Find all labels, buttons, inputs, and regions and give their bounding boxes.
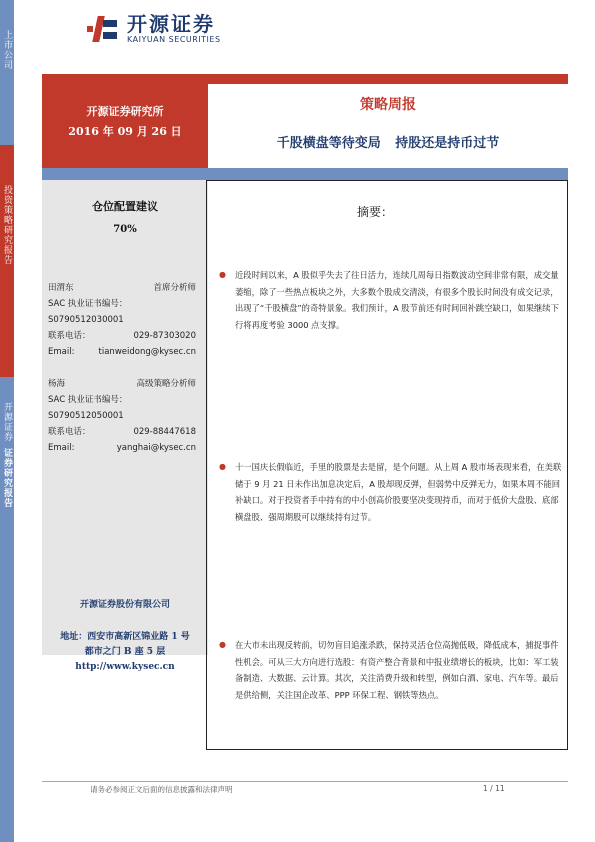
analyst-sac-number: S0790512050001 — [48, 411, 124, 421]
report-type: 策略周报 — [360, 97, 416, 113]
header-institute-block — [42, 84, 208, 168]
footer-page-number: 1 / 11 — [483, 784, 505, 793]
allocation-value: 70% — [113, 224, 137, 235]
logo-mark-icon — [87, 12, 121, 46]
bullet-dot-icon: ● — [219, 640, 226, 649]
summary-bullet — [219, 637, 564, 703]
report-subtitle: 千股横盘等待变局 持股还是持币过节 — [276, 136, 500, 151]
header-rule-blue — [42, 168, 568, 180]
logo-en-text: KAIYUAN SECURITIES — [127, 35, 221, 44]
analyst-role: 首席分析师 — [153, 283, 196, 293]
info-panel — [42, 180, 208, 672]
side-tab-label: 上市公司 — [2, 30, 12, 70]
analyst-email-label: Email: — [48, 443, 75, 453]
summary-bullet — [219, 267, 564, 333]
company-logo — [87, 12, 221, 46]
side-tab-label: 证券研究报告 — [2, 448, 12, 508]
analyst-name: 田渭东 — [48, 283, 74, 293]
summary-title: 摘要： — [357, 205, 394, 219]
header-rule-red — [42, 74, 568, 84]
side-tab-strategy-report — [0, 145, 14, 377]
analyst-phone-label: 联系电话： — [48, 331, 91, 341]
analyst-email[interactable]: yanghai@kysec.cn — [116, 443, 196, 453]
analyst-card — [48, 280, 208, 360]
side-tab-label: 投资策略研究报告 — [2, 185, 12, 265]
company-address-line2: 都市之门 B 座 5 层 — [84, 647, 166, 657]
side-tab-label: 开源证券 — [2, 402, 12, 442]
bullet-dot-icon: ● — [219, 462, 226, 471]
analyst-name: 杨海 — [48, 379, 66, 389]
bullet-dot-icon: ● — [219, 270, 226, 279]
institute-name: 开源证券研究所 — [86, 105, 164, 118]
summary-bullet-text: 在大市未出现反转前，切勿盲目追涨杀跌，保持灵活仓位高抛低吸，降低成本，捕捉事件性机会。可从三大方向进行选股：有资产整合背景和中报业绩增长的板块，比如：军工装备制造、大数据、云计算。其次，关注消费升级和转型，例如白酒、家电、汽车等。最后是供给侧，关注国企改革、PPP 环保工程、钢铁等热点。 — [235, 640, 559, 700]
side-tab-kaiyuan — [0, 377, 14, 842]
analyst-card — [48, 376, 208, 456]
footer-divider — [42, 781, 568, 782]
summary-bullet-text: 十一国庆长假临近，手里的股票是去是留，是个问题。从上周 A 股市场表现来看，在美联储于 9 月 21 日未作出加息决定后，A 股却现反弹，但弱势中反弹无力，如果本周不能回补缺口。对于投资者手中持有的中小创高价股要坚决变现持币，而对于低价大盘股、底部横盘股、强周期股可以继续持有过节。 — [235, 462, 562, 522]
summary-bullet-text: 近段时间以来，A 股似乎失去了往日活力，连续几周每日指数波动空间非常有限，成交量萎缩，除了一些热点板块之外，大多数个股成交清淡，有很多个股长时间没有成交记录，出现了“千股横盘”的奇特景象。我们预计，A 股节前还有时间回补跳空缺口，如果继续下行将再度考验 3000 点支撑。 — [235, 270, 559, 330]
allocation-title: 仓位配置建议 — [92, 200, 158, 213]
summary-box — [206, 180, 568, 750]
analyst-sac-label: SAC 执业证书编号： — [48, 395, 128, 405]
analyst-role: 高级策略分析师 — [136, 379, 196, 389]
report-date: 2016 年 09 月 26 日 — [68, 125, 182, 138]
logo-cn-text: 开源证券 — [127, 12, 215, 36]
company-website[interactable]: http://www.kysec.cn — [75, 662, 175, 672]
side-tab-listed-company — [0, 0, 14, 145]
header-title-block — [208, 84, 568, 168]
analyst-email[interactable]: tianweidong@kysec.cn — [98, 347, 196, 357]
analyst-phone: 029-87303020 — [133, 331, 196, 341]
analyst-sac-number: S0790512030001 — [48, 315, 124, 325]
analyst-email-label: Email: — [48, 347, 75, 357]
company-address-line1: 地址：西安市高新区锦业路 1 号 — [60, 632, 190, 642]
analyst-phone: 029-88447618 — [133, 427, 196, 437]
analyst-phone-label: 联系电话： — [48, 427, 91, 437]
company-name: 开源证券股份有限公司 — [79, 600, 170, 610]
summary-bullet — [219, 459, 564, 525]
analyst-sac-label: SAC 执业证书编号： — [48, 299, 128, 309]
footer-disclaimer: 请务必参阅正文后面的信息披露和法律声明 — [90, 785, 233, 794]
